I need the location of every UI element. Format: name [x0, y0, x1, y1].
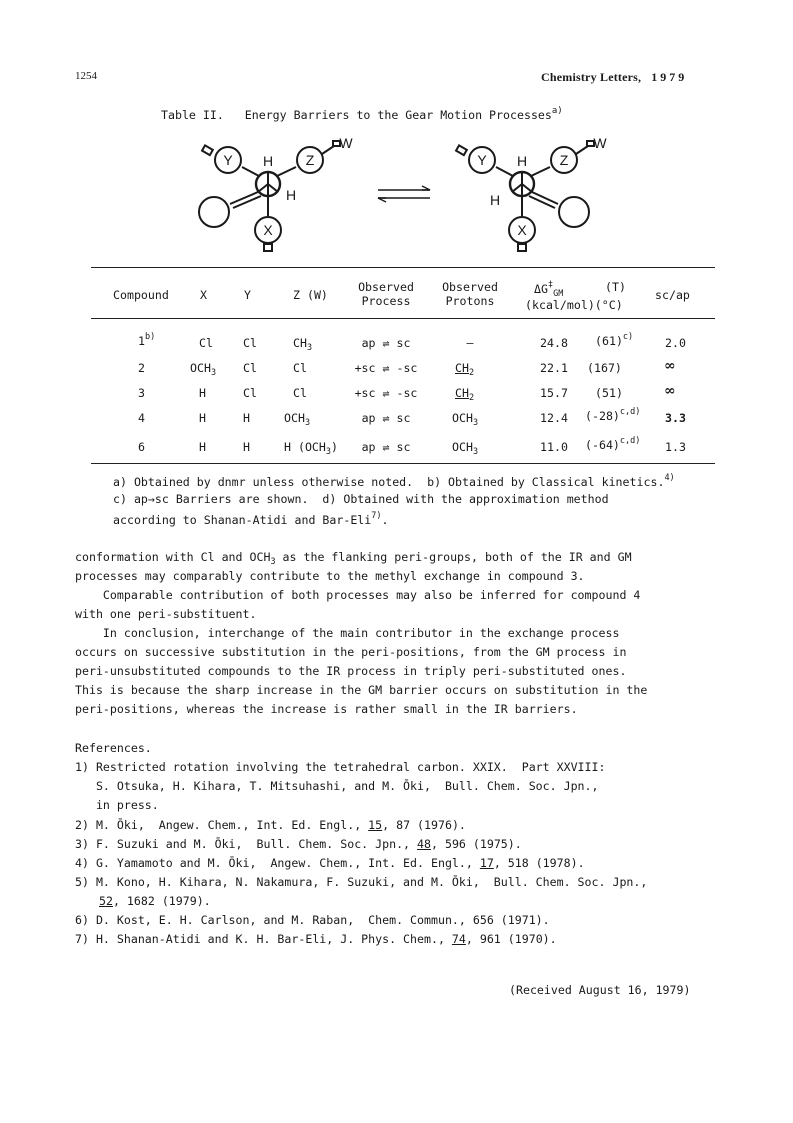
reference-7 [75, 932, 557, 946]
cell-temperature [595, 332, 633, 348]
footnote-3-sup: 7) [371, 511, 382, 521]
footnote-line-3 [113, 511, 389, 527]
cell-compound [138, 332, 155, 348]
col-scap: sc/ap [655, 288, 690, 302]
cell-scap: ∞ [664, 358, 676, 374]
body-line: peri-unsubstituted compounds to the IR process in triply peri-substituted ones. [75, 664, 627, 678]
protons-sub: 2 [468, 368, 475, 378]
x-sub: 3 [210, 368, 217, 378]
scheme-label-y-right: Y [477, 152, 487, 168]
reference-3-tail: , 596 (1975). [431, 837, 522, 851]
col-compound: Compound [113, 288, 169, 302]
body-line: occurs on successive substitution in the peri-positions, from the GM process in [75, 645, 627, 659]
footnote-3-text: according to Shanan-Atidi and Bar-Eli [113, 513, 372, 527]
col-protons-line2: Protons [445, 294, 495, 308]
cell-y: Cl [243, 361, 257, 375]
body-line [75, 550, 632, 567]
body-line: This is because the sharp increase in the GM barrier occurs on substitution in the [75, 683, 648, 697]
cell-dg: 15.7 [540, 386, 568, 400]
protons-sub: 3 [472, 447, 479, 457]
cell-process: ap ⇌ sc [361, 336, 411, 350]
cell-dg: 24.8 [540, 336, 568, 350]
reference-5-line-1: 5) M. Kono, H. Kihara, N. Nakamura, F. Suzuki, and M. Ōki, Bull. Chem. Soc. Jpn., [75, 875, 648, 889]
t-footnote: c,d) [619, 407, 641, 417]
cell-process: +sc ⇌ -sc [354, 361, 418, 375]
col-dg-sub: GM [553, 289, 564, 299]
scheme-label-z-right: Z [559, 152, 569, 168]
body-line-1b: as the flanking peri-groups, both of the IR and GM [275, 550, 632, 564]
cell-dg: 11.0 [540, 440, 568, 454]
t-value: (-28) [585, 409, 620, 423]
cell-z: Cl [293, 386, 307, 400]
journal-name: Chemistry Letters, [541, 70, 642, 84]
reference-2-text: 2) M. Ōki, Angew. Chem., Int. Ed. Engl., [75, 818, 369, 832]
cell-process: +sc ⇌ -sc [354, 386, 418, 400]
cell-protons [455, 361, 474, 378]
journal-year: 1979 [651, 70, 688, 84]
body-line: Comparable contribution of both processes may also be inferred for compound 4 [75, 588, 641, 602]
cell-protons: – [466, 336, 474, 350]
body-line-1-sub: 3 [270, 557, 276, 567]
cell-y: H [243, 411, 250, 425]
reference-4-tail: , 518 (1978). [493, 856, 585, 870]
cell-compound: 4 [138, 411, 145, 425]
reference-5-tail: , 1682 (1979). [112, 894, 211, 908]
col-process-line2: Process [361, 294, 411, 308]
scheme-label-y-left: Y [223, 152, 233, 168]
z-tail: ) [331, 440, 338, 454]
protons-text: CH [455, 386, 469, 400]
col-x: X [200, 288, 207, 302]
z-text: H (OCH [284, 440, 326, 454]
reference-2-tail: , 87 (1976). [382, 818, 466, 832]
table-header-rule [91, 318, 715, 319]
footnote-1-sup: 4) [664, 473, 675, 483]
received-date: (Received August 16, 1979) [509, 983, 691, 997]
scheme-label-h1-left: H [262, 153, 274, 169]
z-sub: 3 [306, 343, 313, 353]
footnote-line-1 [113, 473, 675, 489]
scheme-label-w-right: W [593, 135, 607, 151]
cell-y: Cl [243, 386, 257, 400]
cell-z [293, 336, 312, 353]
reference-3-volume: 48 [417, 837, 431, 851]
col-dg-sup: ‡ [547, 280, 554, 290]
cell-z [284, 440, 338, 457]
body-line: peri-positions, whereas the increase is rather small in the IR barriers. [75, 702, 578, 716]
col-z: Z (W) [293, 288, 328, 302]
reference-4 [75, 856, 585, 870]
col-y: Y [244, 288, 251, 302]
z-text: CH [293, 336, 307, 350]
scheme-label-x-left: X [263, 222, 273, 238]
scheme-label-z-left: Z [305, 152, 315, 168]
reference-5-volume: 52 [99, 894, 113, 908]
z-text: OCH [284, 411, 305, 425]
gear-motion-scheme [190, 132, 610, 260]
cell-compound: 3 [138, 386, 145, 400]
reference-4-text: 4) G. Yamamoto and M. Ōki, Angew. Chem., Int. Ed. Engl., [75, 856, 480, 870]
cell-z [284, 411, 310, 428]
reference-7-tail: , 961 (1970). [465, 932, 557, 946]
table-title-text: Table II. Energy Barriers to the Gear Motion Processes [161, 108, 552, 122]
table-top-rule [91, 267, 715, 268]
cell-x [190, 361, 216, 378]
body-line: with one peri-substituent. [75, 607, 257, 621]
reference-1-line-3: in press. [75, 798, 159, 812]
cell-scap: 1.3 [665, 440, 686, 454]
protons-text: OCH [452, 411, 473, 425]
t-value: (61) [595, 334, 623, 348]
cell-temperature [585, 436, 640, 452]
body-line: In conclusion, interchange of the main contributor in the exchange process [75, 626, 620, 640]
cell-x: H [199, 440, 206, 454]
page-number: 1254 [75, 70, 97, 82]
reference-2 [75, 818, 466, 832]
protons-text: CH [455, 361, 469, 375]
cell-protons [455, 386, 474, 403]
protons-sub: 2 [468, 393, 475, 403]
cell-x: H [199, 411, 206, 425]
col-dg [534, 280, 563, 299]
cell-compound: 2 [138, 361, 145, 375]
cell-dg: 22.1 [540, 361, 568, 375]
cell-protons [452, 411, 478, 428]
reference-5-line-2 [99, 894, 211, 908]
reference-1-line-1: 1) Restricted rotation involving the tetrahedral carbon. XXIX. Part XXVIII: [75, 760, 606, 774]
z-sub: 3 [325, 447, 332, 457]
reference-6: 6) D. Kost, E. H. Carlson, and M. Raban, Chem. Commun., 656 (1971). [75, 913, 550, 927]
t-footnote: c,d) [619, 436, 641, 446]
cell-temperature: (51) [595, 386, 623, 400]
body-line-1a: conformation with Cl and OCH [75, 550, 271, 564]
cell-y: Cl [243, 336, 257, 350]
cell-compound: 6 [138, 440, 145, 454]
z-sub: 3 [304, 418, 311, 428]
scheme-label-h2-right: H [489, 192, 501, 208]
footnote-1-text: a) Obtained by dnmr unless otherwise noted. b) Obtained by Classical kinetics. [113, 475, 665, 489]
journal-header [541, 70, 687, 85]
cell-scap: 2.0 [665, 336, 686, 350]
cell-z: Cl [293, 361, 307, 375]
reference-7-volume: 74 [451, 932, 466, 946]
scheme-label-w-left: W [339, 135, 353, 151]
compound-number: 1 [138, 334, 145, 348]
col-units: (kcal/mol)(°C) [525, 298, 623, 312]
col-dg-delta: ΔG [534, 282, 548, 296]
cell-x: H [199, 386, 206, 400]
compound-footnote: b) [144, 332, 156, 342]
cell-y: H [243, 440, 250, 454]
cell-process: ap ⇌ sc [361, 440, 411, 454]
t-footnote: c) [622, 332, 634, 342]
footnote-3-tail: . [381, 513, 389, 527]
cell-dg: 12.4 [540, 411, 568, 425]
body-line: processes may comparably contribute to the methyl exchange in compound 3. [75, 569, 585, 583]
col-protons-line1: Observed [442, 280, 498, 294]
equilibrium-arrows [378, 186, 430, 202]
cell-scap: ∞ [664, 383, 676, 399]
reference-3 [75, 837, 522, 851]
protons-text: OCH [452, 440, 473, 454]
scheme-label-h1-right: H [516, 153, 528, 169]
reference-2-volume: 15 [368, 818, 383, 832]
reference-7-text: 7) H. Shanan-Atidi and K. H. Bar-Eli, J. Phys. Chem., [75, 932, 452, 946]
t-value: (-64) [585, 438, 620, 452]
reference-4-volume: 17 [479, 856, 494, 870]
scheme-label-h2-left: H [285, 187, 297, 203]
cell-temperature: (167) [587, 361, 622, 375]
table-bottom-rule [91, 463, 715, 464]
cell-process: ap ⇌ sc [361, 411, 411, 425]
footnote-line-2: c) ap→sc Barriers are shown. d) Obtained with the approximation method [113, 492, 609, 506]
col-process-line1: Observed [358, 280, 414, 294]
protons-sub: 3 [472, 418, 479, 428]
table-title-footnote-mark: a) [551, 106, 563, 116]
reference-3-text: 3) F. Suzuki and M. Ōki, Bull. Chem. Soc. Jpn., [75, 837, 418, 851]
reference-1-line-2: S. Otsuka, H. Kihara, T. Mitsuhashi, and M. Ōki, Bull. Chem. Soc. Jpn., [75, 779, 599, 793]
col-temperature: (T) [605, 280, 626, 294]
table-title [161, 106, 563, 122]
cell-temperature [585, 407, 640, 423]
cell-scap: 3.3 [665, 411, 686, 425]
references-heading: References. [75, 741, 152, 755]
cell-x: Cl [199, 336, 213, 350]
x-text: OCH [190, 361, 211, 375]
scheme-label-x-right: X [517, 222, 527, 238]
cell-protons [452, 440, 478, 457]
